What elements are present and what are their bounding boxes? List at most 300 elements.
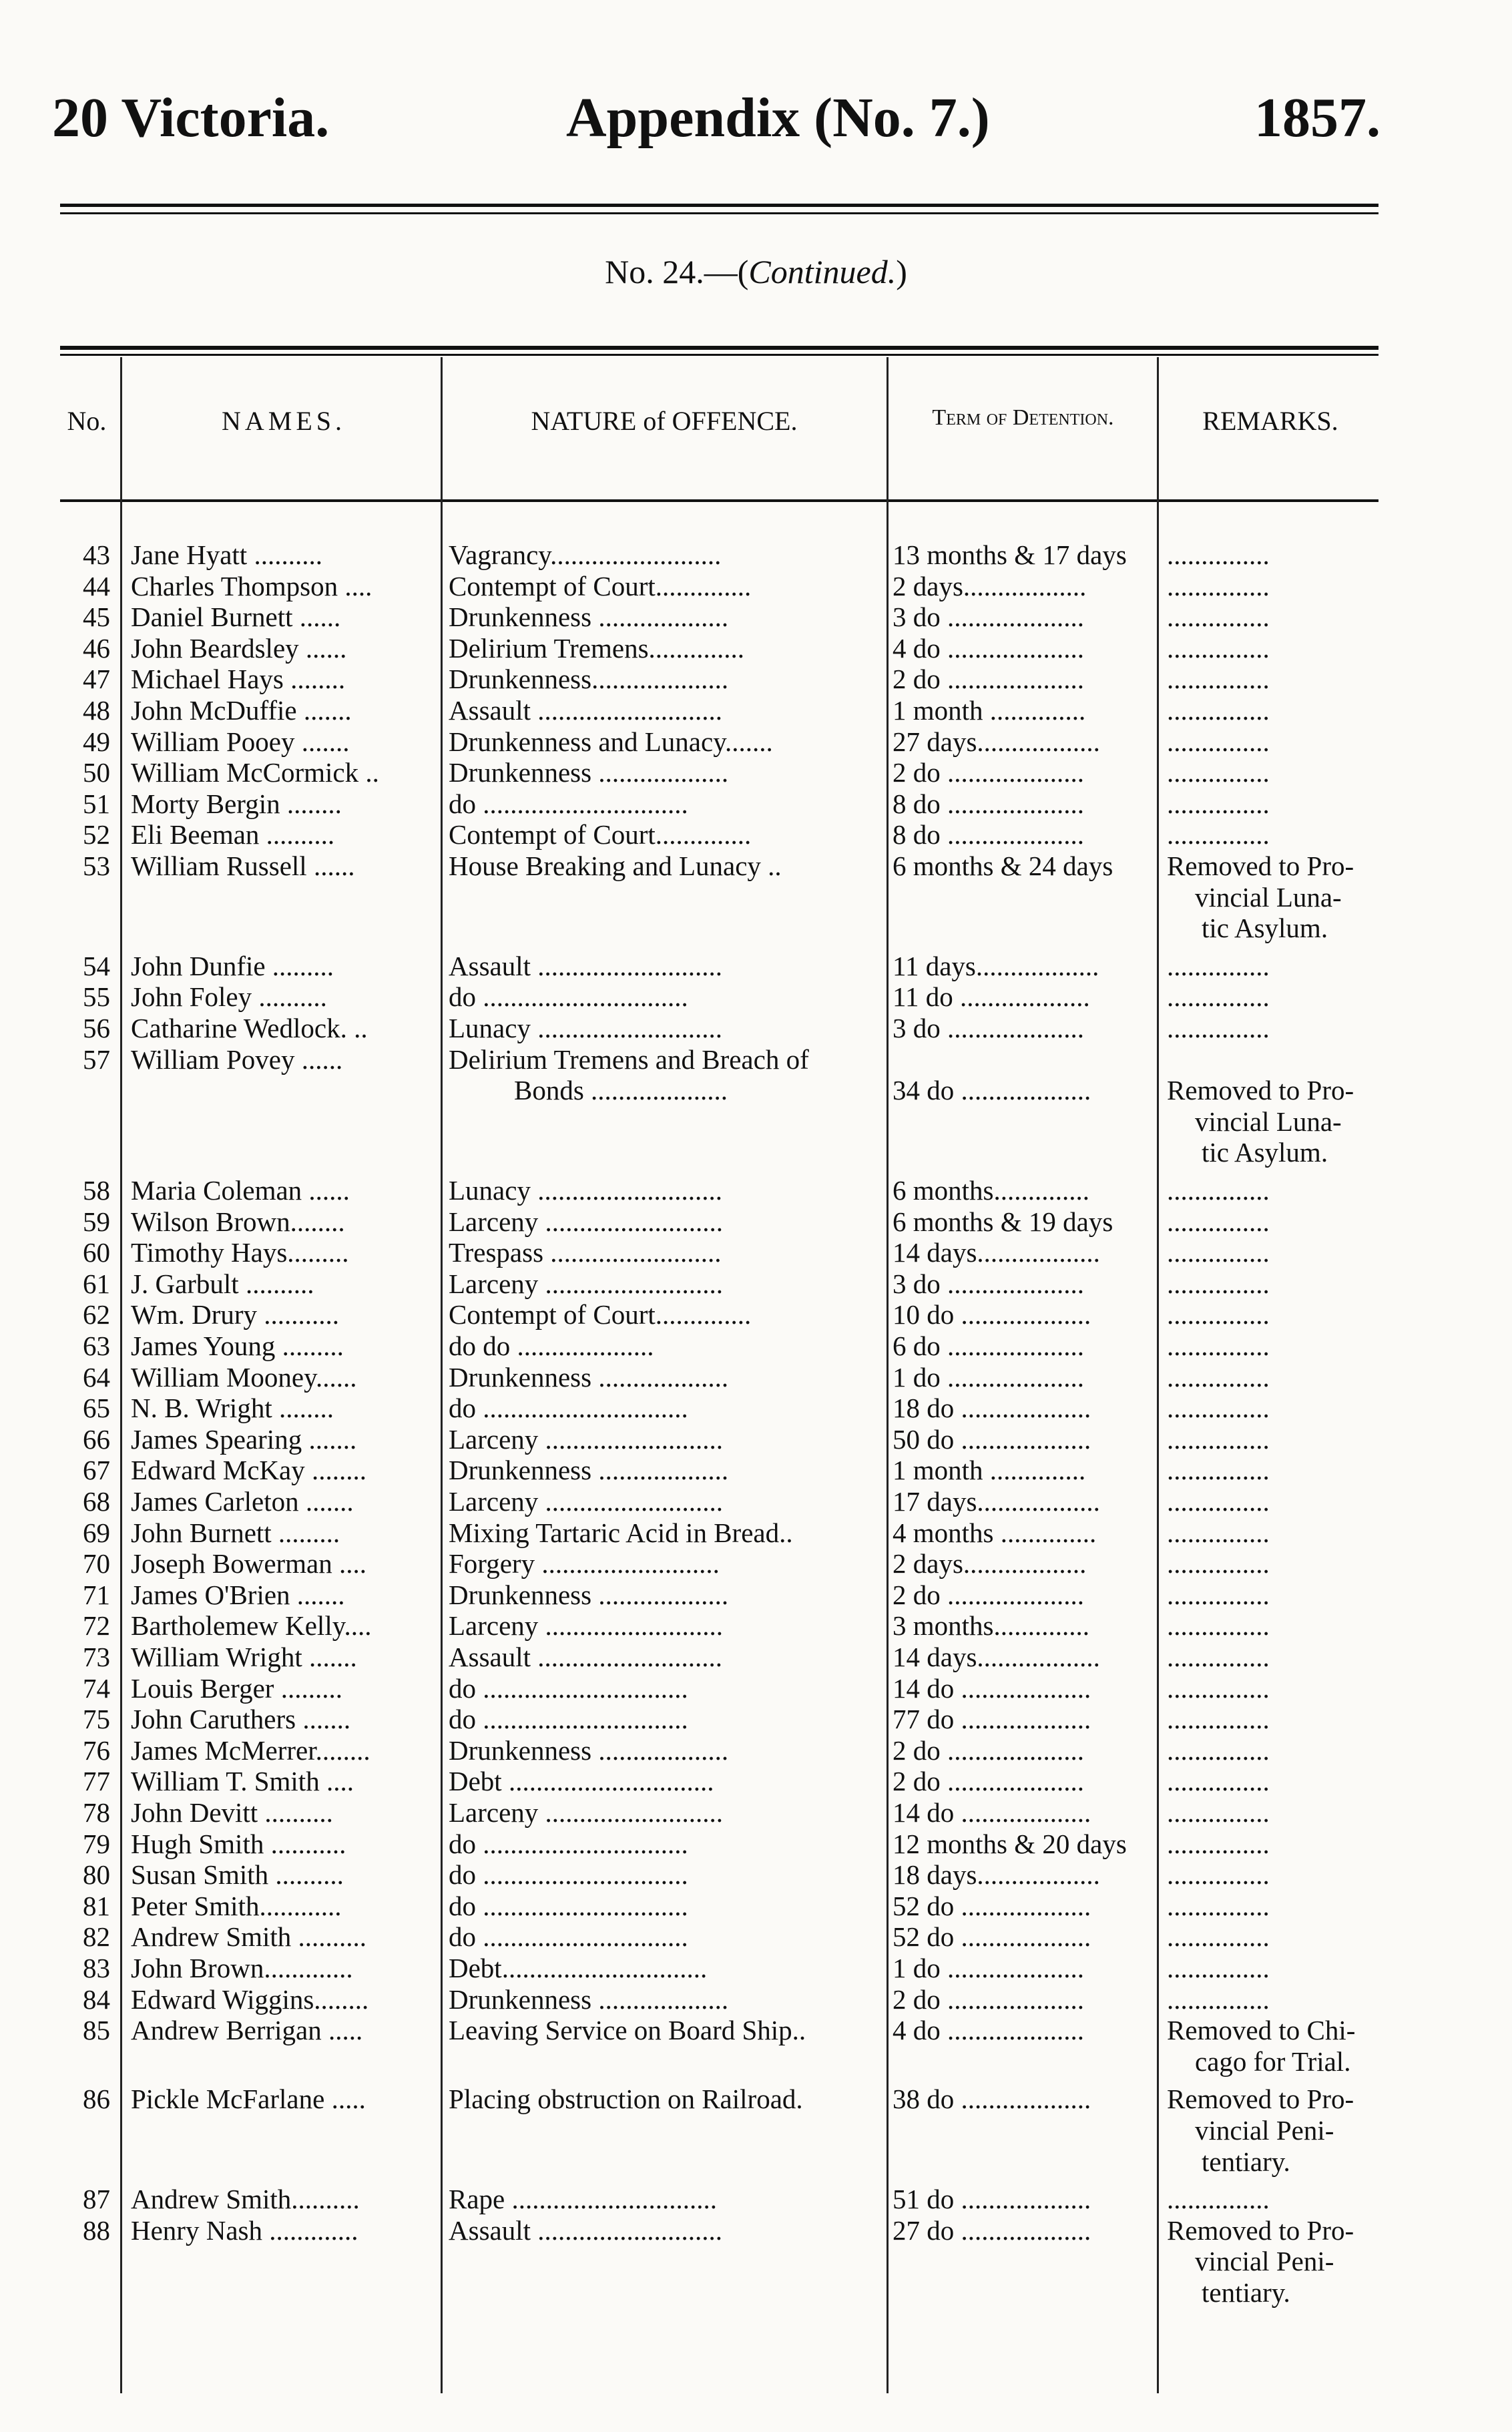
table-row xyxy=(0,1673,1512,1704)
subtitle-prefix: No. 24.—( xyxy=(605,253,749,290)
row-name: Edward Wiggins........ xyxy=(131,1983,369,2015)
row-offence: Assault ........................... xyxy=(449,695,722,726)
row-number: 49 xyxy=(83,726,110,757)
row-name: John Devitt .......... xyxy=(131,1797,333,1828)
row-remarks: ............... xyxy=(1167,1361,1270,1393)
row-remarks: ............... xyxy=(1167,1330,1270,1361)
row-remarks-line2: vincial Luna- xyxy=(1195,1106,1342,1137)
table-row xyxy=(0,951,1512,981)
row-remarks: ............... xyxy=(1167,1455,1270,1486)
row-offence: Lunacy ........................... xyxy=(449,1013,722,1043)
row-remarks: ............... xyxy=(1167,1766,1270,1797)
row-term: 1 month .............. xyxy=(893,1455,1086,1486)
row-offence: Drunkenness ................... xyxy=(449,1455,729,1486)
table-row xyxy=(0,726,1512,757)
row-remarks: ............... xyxy=(1167,1610,1270,1642)
row-remarks: ............... xyxy=(1167,1393,1270,1424)
table-row xyxy=(0,1704,1512,1734)
row-number: 78 xyxy=(83,1797,110,1828)
row-number: 63 xyxy=(83,1330,110,1361)
row-name: John Caruthers ....... xyxy=(131,1704,351,1735)
row-remarks: Removed to Chi- xyxy=(1167,2015,1356,2046)
table-row xyxy=(0,850,1512,944)
row-number: 68 xyxy=(83,1486,110,1517)
row-remarks: ............... xyxy=(1167,981,1270,1013)
table-row xyxy=(0,1642,1512,1672)
row-number: 51 xyxy=(83,788,110,819)
row-offence: Drunkenness ................... xyxy=(449,1734,729,1766)
table-row xyxy=(0,1393,1512,1423)
table-row xyxy=(0,1268,1512,1299)
row-number: 65 xyxy=(83,1393,110,1424)
row-remarks: ............... xyxy=(1167,1423,1270,1455)
header-rule-bottom xyxy=(60,212,1378,214)
row-term: 3 months.............. xyxy=(893,1610,1089,1642)
row-number: 86 xyxy=(83,2084,110,2115)
row-name: Susan Smith .......... xyxy=(131,1859,344,1891)
row-offence: do .............................. xyxy=(449,1672,688,1704)
row-number: 58 xyxy=(83,1175,110,1206)
subtitle-suffix: ) xyxy=(896,253,907,290)
table-row xyxy=(0,539,1512,570)
row-number: 48 xyxy=(83,695,110,726)
row-number: 47 xyxy=(83,664,110,695)
table-row xyxy=(0,1330,1512,1361)
table-row xyxy=(0,1299,1512,1330)
row-number: 72 xyxy=(83,1610,110,1642)
row-term: 38 do ................... xyxy=(893,2084,1091,2115)
session-label: 20 Victoria. xyxy=(52,87,330,149)
row-remarks: ............... xyxy=(1167,788,1270,819)
table-row xyxy=(0,1424,1512,1455)
row-term: 4 months .............. xyxy=(893,1517,1097,1548)
row-offence: Drunkenness and Lunacy....... xyxy=(449,726,773,757)
row-name: William Povey ...... xyxy=(131,1043,343,1075)
row-term: 2 do .................... xyxy=(893,1579,1084,1610)
row-term: 2 days.................. xyxy=(893,570,1087,601)
row-number: 67 xyxy=(83,1455,110,1486)
row-number: 74 xyxy=(83,1672,110,1704)
table-row xyxy=(0,1766,1512,1796)
row-number: 70 xyxy=(83,1548,110,1579)
row-remarks: ............... xyxy=(1167,1579,1270,1610)
row-remarks: ............... xyxy=(1167,632,1270,664)
row-term: 2 do .................... xyxy=(893,757,1084,788)
row-name: Wm. Drury ........... xyxy=(131,1299,340,1330)
row-term: 14 days.................. xyxy=(893,1237,1100,1268)
row-offence: do .............................. xyxy=(449,1393,688,1424)
row-number: 88 xyxy=(83,2214,110,2246)
row-number: 85 xyxy=(83,2015,110,2046)
row-term: 34 do ................... xyxy=(893,1075,1091,1106)
row-offence: do .............................. xyxy=(449,1859,688,1891)
table-row xyxy=(0,1735,1512,1766)
table-row xyxy=(0,1891,1512,1921)
col-header-term: Term of Detention. xyxy=(932,405,1114,430)
row-name: William McCormick .. xyxy=(131,757,379,788)
table-row xyxy=(0,664,1512,694)
row-term: 17 days.................. xyxy=(893,1486,1100,1517)
table-row xyxy=(0,2084,1512,2177)
row-name: Andrew Smith .......... xyxy=(131,1921,367,1953)
row-term: 1 do .................... xyxy=(893,1361,1084,1393)
row-term: 8 do .................... xyxy=(893,819,1084,850)
row-number: 73 xyxy=(83,1642,110,1672)
col-header-no: No. xyxy=(67,406,107,436)
table-rule-top2 xyxy=(60,354,1378,356)
row-name: John Foley .......... xyxy=(131,981,327,1013)
row-number: 55 xyxy=(83,981,110,1013)
table-row xyxy=(0,1548,1512,1579)
row-term: 51 do ................... xyxy=(893,2184,1091,2215)
row-number: 69 xyxy=(83,1517,110,1548)
row-term: 27 do ................... xyxy=(893,2214,1091,2246)
row-remarks-line2: vincial Peni- xyxy=(1195,2246,1334,2277)
row-remarks: ............... xyxy=(1167,601,1270,633)
row-offence: do .............................. xyxy=(449,1704,688,1735)
row-name: Daniel Burnett ...... xyxy=(131,601,341,633)
row-remarks: ............... xyxy=(1167,1013,1270,1043)
row-offence: Forgery .......................... xyxy=(449,1548,720,1579)
row-number: 71 xyxy=(83,1579,110,1610)
row-name: Hugh Smith ........... xyxy=(131,1828,346,1859)
row-term: 14 do ................... xyxy=(893,1797,1091,1828)
row-term: 4 do .................... xyxy=(893,632,1084,664)
row-remarks-line3: tic Asylum. xyxy=(1202,1137,1328,1168)
row-term: 2 days.................. xyxy=(893,1548,1087,1579)
row-number: 82 xyxy=(83,1921,110,1953)
row-number: 84 xyxy=(83,1983,110,2015)
row-number: 66 xyxy=(83,1423,110,1455)
row-term: 77 do ................... xyxy=(893,1704,1091,1735)
row-number: 50 xyxy=(83,757,110,788)
row-remarks: ............... xyxy=(1167,819,1270,850)
table-row xyxy=(0,601,1512,632)
row-number: 83 xyxy=(83,1953,110,1983)
row-offence: Assault ........................... xyxy=(449,2214,722,2246)
row-remarks: ............... xyxy=(1167,1175,1270,1206)
row-offence: Lunacy ........................... xyxy=(449,1175,722,1206)
row-remarks: ............... xyxy=(1167,1890,1270,1921)
row-term: 14 days.................. xyxy=(893,1642,1100,1672)
row-offence: Larceny .......................... xyxy=(449,1423,724,1455)
row-name: Maria Coleman ...... xyxy=(131,1175,350,1206)
row-name: Andrew Smith.......... xyxy=(131,2184,360,2215)
table-row xyxy=(0,1175,1512,1206)
table-row xyxy=(0,819,1512,850)
row-number: 57 xyxy=(83,1043,110,1075)
row-number: 77 xyxy=(83,1766,110,1797)
row-name: James Spearing ....... xyxy=(131,1423,357,1455)
row-offence: Trespass ......................... xyxy=(449,1237,722,1268)
row-offence: Drunkenness ................... xyxy=(449,1579,729,1610)
table-row xyxy=(0,1455,1512,1485)
row-offence: House Breaking and Lunacy .. xyxy=(449,850,782,881)
row-name: Wilson Brown........ xyxy=(131,1206,345,1237)
row-term: 18 do ................... xyxy=(893,1393,1091,1424)
row-remarks: ............... xyxy=(1167,539,1270,570)
row-offence: Assault ........................... xyxy=(449,1642,722,1672)
row-term: 10 do ................... xyxy=(893,1299,1091,1330)
row-offence: Debt .............................. xyxy=(449,1766,714,1797)
row-offence: Drunkenness ................... xyxy=(449,1361,729,1393)
row-offence: Vagrancy......................... xyxy=(449,539,722,570)
row-remarks: ............... xyxy=(1167,1797,1270,1828)
row-number: 56 xyxy=(83,1013,110,1043)
row-offence: Larceny .......................... xyxy=(449,1610,724,1642)
row-name: Michael Hays ........ xyxy=(131,664,346,695)
row-remarks: Removed to Pro- xyxy=(1167,1075,1354,1106)
row-remarks: ............... xyxy=(1167,1704,1270,1735)
row-term: 6 months.............. xyxy=(893,1175,1089,1206)
row-name: John Brown............. xyxy=(131,1953,353,1983)
row-term: 4 do .................... xyxy=(893,2015,1084,2046)
row-name: William Wright ....... xyxy=(131,1642,357,1672)
row-offence: Placing obstruction on Railroad. xyxy=(449,2084,803,2115)
row-remarks: ............... xyxy=(1167,1548,1270,1579)
table-rule-top xyxy=(60,346,1378,350)
header-rule-top xyxy=(60,204,1378,207)
table-row xyxy=(0,633,1512,664)
table-row xyxy=(0,1517,1512,1548)
table-row xyxy=(0,1610,1512,1641)
table-row xyxy=(0,757,1512,788)
row-offence: do .............................. xyxy=(449,788,688,819)
row-term: 2 do .................... xyxy=(893,1983,1084,2015)
row-term: 50 do ................... xyxy=(893,1423,1091,1455)
row-term: 6 do .................... xyxy=(893,1330,1084,1361)
table-row xyxy=(0,1486,1512,1517)
table-row xyxy=(0,1362,1512,1393)
row-term: 8 do .................... xyxy=(893,788,1084,819)
table-row xyxy=(0,981,1512,1012)
row-remarks: ............... xyxy=(1167,1299,1270,1330)
row-remarks: ............... xyxy=(1167,1206,1270,1237)
row-number: 53 xyxy=(83,850,110,881)
row-offence: Drunkenness ................... xyxy=(449,601,729,633)
row-number: 87 xyxy=(83,2184,110,2215)
row-remarks: ............... xyxy=(1167,1268,1270,1299)
row-name: James O'Brien ....... xyxy=(131,1579,345,1610)
row-number: 60 xyxy=(83,1237,110,1268)
row-number: 45 xyxy=(83,601,110,633)
row-remarks: ............... xyxy=(1167,2184,1270,2215)
table-row xyxy=(0,1921,1512,1952)
row-name: Pickle McFarlane ..... xyxy=(131,2084,366,2115)
table-row xyxy=(0,695,1512,726)
row-remarks: Removed to Pro- xyxy=(1167,2084,1354,2115)
row-number: 79 xyxy=(83,1828,110,1859)
table-row xyxy=(0,788,1512,819)
row-term: 2 do .................... xyxy=(893,1766,1084,1797)
row-offence: Delirium Tremens.............. xyxy=(449,632,745,664)
row-term: 13 months & 17 days xyxy=(893,539,1127,570)
row-number: 46 xyxy=(83,632,110,664)
row-remarks: ............... xyxy=(1167,1517,1270,1548)
row-offence: Contempt of Court.............. xyxy=(449,1299,752,1330)
row-number: 54 xyxy=(83,950,110,981)
row-name: John Burnett ......... xyxy=(131,1517,340,1548)
table-row xyxy=(0,2015,1512,2077)
row-name: Louis Berger ......... xyxy=(131,1672,342,1704)
table-subtitle xyxy=(0,252,1512,291)
subtitle-continued: Continued. xyxy=(748,253,897,290)
row-name: Catharine Wedlock. .. xyxy=(131,1013,368,1043)
row-name: Bartholemew Kelly.... xyxy=(131,1610,372,1642)
col-header-remarks: REMARKS. xyxy=(1202,406,1338,436)
row-term: 3 do .................... xyxy=(893,601,1084,633)
row-offence: Larceny .......................... xyxy=(449,1268,724,1299)
row-remarks: ............... xyxy=(1167,695,1270,726)
row-offence: Delirium Tremens and Breach of xyxy=(449,1043,809,1075)
table-row xyxy=(0,1043,1512,1168)
row-offence: do .............................. xyxy=(449,1890,688,1921)
row-term: 18 days.................. xyxy=(893,1859,1100,1891)
table-row xyxy=(0,571,1512,601)
row-remarks: ............... xyxy=(1167,1828,1270,1859)
row-name: John Beardsley ...... xyxy=(131,632,347,664)
row-remarks: ............... xyxy=(1167,1953,1270,1983)
row-name: William Pooey ....... xyxy=(131,726,350,757)
row-remarks-line2: vincial Luna- xyxy=(1195,881,1342,913)
row-number: 61 xyxy=(83,1268,110,1299)
row-name: William Mooney...... xyxy=(131,1361,357,1393)
row-term: 52 do ................... xyxy=(893,1890,1091,1921)
row-offence: do do .................... xyxy=(449,1330,654,1361)
row-remarks: ............... xyxy=(1167,757,1270,788)
row-remarks-line3: tic Asylum. xyxy=(1202,913,1328,944)
row-term: 27 days.................. xyxy=(893,726,1100,757)
table-row xyxy=(0,2214,1512,2308)
row-name: Andrew Berrigan ..... xyxy=(131,2015,363,2046)
row-number: 52 xyxy=(83,819,110,850)
table-row xyxy=(0,1013,1512,1043)
row-remarks: ............... xyxy=(1167,1672,1270,1704)
row-number: 59 xyxy=(83,1206,110,1237)
row-number: 81 xyxy=(83,1890,110,1921)
row-offence: Leaving Service on Board Ship.. xyxy=(449,2015,806,2046)
row-number: 43 xyxy=(83,539,110,570)
row-remarks: ............... xyxy=(1167,1983,1270,2015)
row-term: 2 do .................... xyxy=(893,1734,1084,1766)
row-number: 64 xyxy=(83,1361,110,1393)
row-offence: Assault ........................... xyxy=(449,950,722,981)
year-label: 1857. xyxy=(1254,87,1380,149)
row-term: 6 months & 24 days xyxy=(893,850,1113,881)
row-remarks: ............... xyxy=(1167,664,1270,695)
row-term: 11 days.................. xyxy=(893,950,1099,981)
row-offence: Mixing Tartaric Acid in Bread.. xyxy=(449,1517,793,1548)
table-row xyxy=(0,1206,1512,1237)
row-offence: Rape .............................. xyxy=(449,2184,717,2215)
col-header-names: NAMES. xyxy=(221,406,346,436)
row-offence: do .............................. xyxy=(449,1921,688,1953)
row-name: James McMerrer........ xyxy=(131,1734,370,1766)
row-offence: Drunkenness ................... xyxy=(449,757,729,788)
row-term: 6 months & 19 days xyxy=(893,1206,1113,1237)
row-offence: Larceny .......................... xyxy=(449,1486,724,1517)
row-name: Peter Smith............ xyxy=(131,1890,342,1921)
table-row xyxy=(0,1953,1512,1983)
row-term: 2 do .................... xyxy=(893,664,1084,695)
row-number: 62 xyxy=(83,1299,110,1330)
row-name: James Carleton ....... xyxy=(131,1486,354,1517)
row-offence: Drunkenness.................... xyxy=(449,664,729,695)
row-remarks: ............... xyxy=(1167,1237,1270,1268)
row-offence: Drunkenness ................... xyxy=(449,1983,729,2015)
row-number: 75 xyxy=(83,1704,110,1735)
row-name: Henry Nash ............. xyxy=(131,2214,358,2246)
row-number: 76 xyxy=(83,1734,110,1766)
row-term: 1 month .............. xyxy=(893,695,1086,726)
row-offence: Contempt of Court.............. xyxy=(449,570,752,601)
row-remarks-line3: tentiary. xyxy=(1202,2146,1290,2177)
row-name: William Russell ...... xyxy=(131,850,355,881)
row-term: 12 months & 20 days xyxy=(893,1828,1127,1859)
row-offence: Larceny .......................... xyxy=(449,1206,724,1237)
row-offence: Contempt of Court.............. xyxy=(449,819,752,850)
row-term: 11 do ................... xyxy=(893,981,1090,1013)
row-remarks: ............... xyxy=(1167,1734,1270,1766)
row-name: Eli Beeman .......... xyxy=(131,819,335,850)
row-number: 44 xyxy=(83,570,110,601)
row-term: 3 do .................... xyxy=(893,1013,1084,1043)
row-remarks-line2: cago for Trial. xyxy=(1195,2045,1351,2077)
row-remarks-line2: vincial Peni- xyxy=(1195,2114,1334,2146)
row-name: Joseph Bowerman .... xyxy=(131,1548,367,1579)
row-remarks: ............... xyxy=(1167,1921,1270,1953)
row-term: 14 do ................... xyxy=(893,1672,1091,1704)
row-name: James Young ......... xyxy=(131,1330,344,1361)
table-row xyxy=(0,1579,1512,1610)
row-offence: do .............................. xyxy=(449,1828,688,1859)
row-remarks: ............... xyxy=(1167,1642,1270,1672)
row-offence: do .............................. xyxy=(449,981,688,1013)
row-remarks: ............... xyxy=(1167,1486,1270,1517)
col-header-offence: NATURE of OFFENCE. xyxy=(531,406,798,436)
table-row xyxy=(0,1829,1512,1859)
row-name: J. Garbult .......... xyxy=(131,1268,314,1299)
appendix-label: Appendix (No. 7.) xyxy=(566,87,990,149)
table-row xyxy=(0,1984,1512,2015)
table-row xyxy=(0,1237,1512,1268)
row-name: William T. Smith .... xyxy=(131,1766,354,1797)
row-term: 1 do .................... xyxy=(893,1953,1084,1983)
row-name: Jane Hyatt .......... xyxy=(131,539,322,570)
row-remarks: Removed to Pro- xyxy=(1167,850,1354,881)
row-offence: Debt.............................. xyxy=(449,1953,708,1983)
table-row xyxy=(0,1859,1512,1890)
row-offence: Larceny .......................... xyxy=(449,1797,724,1828)
row-name: Edward McKay ........ xyxy=(131,1455,366,1486)
column-header-rule xyxy=(60,499,1378,502)
row-number: 80 xyxy=(83,1859,110,1891)
table-row xyxy=(0,1797,1512,1828)
row-name: Charles Thompson .... xyxy=(131,570,372,601)
row-offence-continued: Bonds .................... xyxy=(514,1075,728,1106)
row-term: 52 do ................... xyxy=(893,1921,1091,1953)
row-name: Morty Bergin ........ xyxy=(131,788,342,819)
row-term: 3 do .................... xyxy=(893,1268,1084,1299)
row-name: N. B. Wright ........ xyxy=(131,1393,334,1424)
row-remarks-line3: tentiary. xyxy=(1202,2276,1290,2308)
row-remarks: ............... xyxy=(1167,726,1270,757)
row-remarks: ............... xyxy=(1167,1859,1270,1891)
row-remarks: ............... xyxy=(1167,950,1270,981)
page-header xyxy=(52,85,1380,159)
row-remarks: ............... xyxy=(1167,570,1270,601)
table-row xyxy=(0,2184,1512,2214)
